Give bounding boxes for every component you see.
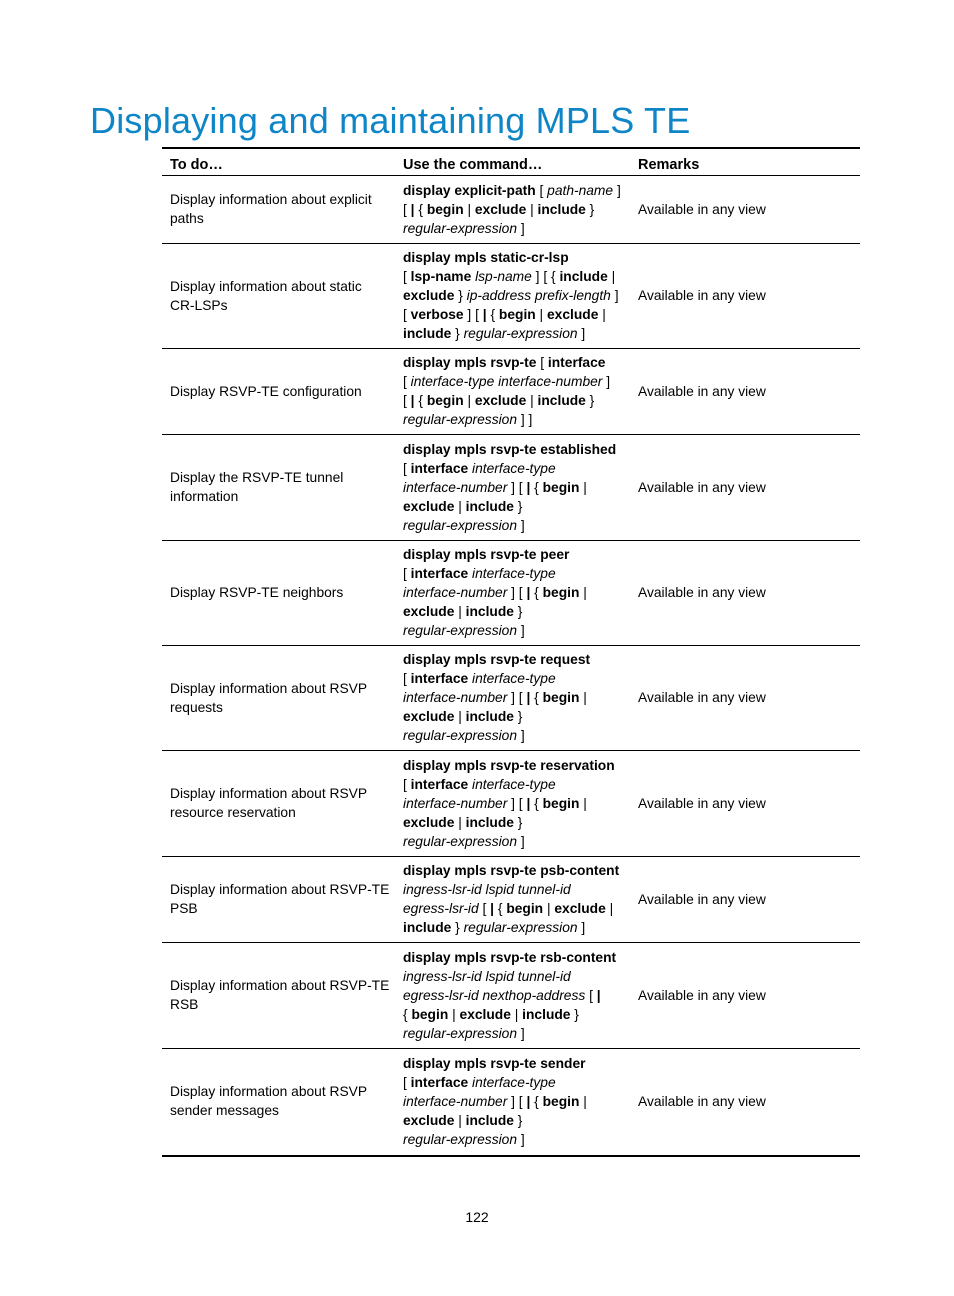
command-keyword: display mpls rsvp-te reservation: [403, 757, 615, 773]
remarks-cell: Available in any view: [630, 435, 860, 541]
todo-line: Display information about RSVP-TE: [170, 978, 390, 993]
command-argument: interface-type: [472, 566, 556, 581]
command-line: [403, 1073, 622, 1092]
remarks-cell: Available in any view: [630, 751, 860, 857]
command-syntax: [: [403, 201, 411, 217]
command-syntax: |: [463, 201, 475, 217]
command-argument: interface-number: [403, 690, 508, 705]
command-keyword: |: [526, 1093, 531, 1109]
todo-cell: [162, 751, 395, 857]
command-syntax: |: [454, 498, 466, 514]
command-syntax: ] [ {: [531, 269, 560, 284]
command-argument: regular-expression: [403, 220, 518, 236]
table-row: [162, 751, 860, 857]
table-row: [162, 244, 860, 349]
page-title: Displaying and maintaining MPLS TE: [90, 100, 691, 141]
command-keyword: |: [410, 201, 415, 217]
command-keyword: include: [465, 498, 514, 514]
command-keyword: include: [465, 814, 514, 830]
command-syntax: |: [454, 1112, 466, 1128]
command-syntax: ] [: [507, 479, 527, 495]
command-argument: regular-expression: [403, 1131, 518, 1147]
command-syntax: ] ]: [517, 412, 533, 427]
command-keyword: include: [522, 1006, 571, 1022]
command-line: [403, 459, 622, 478]
table-row: [162, 176, 860, 244]
command-keyword: interface: [410, 566, 469, 581]
command-keyword: lsp-name: [410, 269, 472, 284]
command-line: [403, 650, 622, 669]
command-syntax: |: [605, 901, 614, 916]
command-line: [403, 200, 622, 219]
command-argument: egress-lsr-id: [403, 901, 479, 916]
command-keyword: include: [465, 604, 514, 619]
command-syntax: |: [598, 307, 606, 322]
command-syntax: }: [513, 604, 523, 619]
command-keyword: include: [537, 201, 586, 217]
command-line: [403, 440, 622, 459]
command-keyword: begin: [542, 479, 580, 495]
command-argument: regular-expression: [403, 412, 518, 427]
command-keyword: |: [526, 585, 531, 600]
command-line: [403, 832, 622, 851]
command-argument: regular-expression: [403, 833, 518, 849]
command-line: [403, 286, 622, 305]
command-syntax: {: [414, 201, 427, 217]
command-syntax: ]: [602, 374, 611, 389]
command-syntax: }: [513, 1112, 523, 1128]
command-line: [403, 1130, 622, 1149]
command-syntax: {: [530, 690, 543, 705]
command-keyword: |: [410, 393, 415, 408]
command-keyword: exclude: [403, 288, 455, 303]
command-syntax: ]: [517, 220, 525, 236]
todo-line: Display information about explicit: [170, 192, 372, 207]
command-syntax: }: [454, 288, 467, 303]
command-syntax: ]: [517, 1025, 525, 1041]
command-syntax: ] [: [507, 795, 527, 811]
command-keyword: verbose: [410, 307, 464, 322]
command-line: [403, 602, 622, 621]
todo-line: Display information about RSVP: [170, 1084, 368, 1100]
command-line: [403, 669, 622, 688]
command-cell: [395, 751, 630, 857]
table-row: [162, 857, 860, 943]
command-argument: path-name: [547, 182, 614, 198]
command-argument: interface-type: [472, 460, 556, 476]
todo-line: PSB: [170, 901, 198, 916]
command-line: [403, 621, 622, 640]
command-syntax: |: [526, 201, 538, 217]
table-body: [162, 176, 860, 1156]
command-line: [403, 248, 622, 267]
command-line: [403, 861, 622, 880]
command-line: [403, 986, 622, 1005]
command-syntax: |: [579, 1093, 587, 1109]
remarks-cell: Available in any view: [638, 201, 766, 217]
command-syntax: {: [530, 795, 543, 811]
command-keyword: begin: [498, 307, 536, 322]
command-cell: [395, 646, 630, 751]
table-row: [162, 943, 860, 1049]
command-argument: lsp-name: [475, 269, 532, 284]
command-syntax: |: [579, 795, 587, 811]
command-syntax: [: [403, 374, 411, 389]
todo-cell: [162, 176, 395, 244]
command-line: [403, 1024, 622, 1043]
table-row: [162, 1049, 860, 1156]
command-syntax: |: [454, 709, 466, 724]
command-cell: [395, 1049, 630, 1156]
command-line: [403, 688, 622, 707]
command-syntax: [: [403, 1074, 411, 1090]
command-keyword: |: [490, 901, 495, 916]
command-argument: regular-expression: [403, 1025, 518, 1041]
command-keyword: interface: [410, 1074, 469, 1090]
command-line: [403, 478, 622, 497]
command-syntax: }: [585, 201, 595, 217]
todo-cell: [162, 1049, 395, 1156]
command-line: [403, 583, 622, 602]
command-argument: interface-type: [472, 1074, 556, 1090]
command-argument: interface-type: [472, 671, 556, 686]
command-syntax: }: [570, 1006, 579, 1022]
command-syntax: ]: [517, 728, 525, 743]
command-syntax: ] [: [507, 585, 527, 600]
command-syntax: ] [: [507, 1093, 527, 1109]
command-syntax: }: [451, 326, 464, 341]
command-keyword: exclude: [403, 1112, 455, 1128]
todo-line: RSB: [170, 997, 199, 1012]
command-keyword: interface: [410, 460, 469, 476]
command-argument: ingress-lsr-id lspid tunnel-id: [403, 968, 571, 984]
command-syntax: ]: [517, 623, 525, 638]
command-syntax: [: [585, 987, 597, 1003]
command-cell: [395, 349, 630, 435]
command-keyword: exclude: [546, 307, 599, 322]
todo-line: sender messages: [170, 1103, 279, 1119]
command-syntax: [: [403, 460, 411, 476]
command-keyword: include: [403, 326, 452, 341]
command-syntax: {: [414, 393, 427, 408]
command-keyword: interface: [410, 776, 469, 792]
command-line: [403, 726, 622, 745]
command-syntax: [: [403, 566, 411, 581]
command-keyword: display mpls rsvp-te request: [403, 652, 591, 667]
table-row: [162, 646, 860, 751]
remarks-cell: Available in any view: [630, 349, 860, 435]
command-line: [403, 181, 622, 200]
command-line: [403, 918, 622, 937]
command-cell: [395, 857, 630, 943]
table-row: [162, 435, 860, 541]
command-argument: interface-type interface-number: [410, 374, 603, 389]
command-keyword: exclude: [403, 498, 455, 514]
command-syntax: ]: [517, 833, 525, 849]
command-syntax: {: [530, 479, 543, 495]
command-line: [403, 707, 622, 726]
todo-line: requests: [170, 699, 223, 715]
todo-line: resource reservation: [170, 805, 296, 820]
command-line: [403, 353, 622, 372]
command-keyword: include: [537, 393, 586, 408]
command-keyword: begin: [426, 393, 464, 408]
todo-line: Display information about RSVP: [170, 786, 368, 801]
command-line: [403, 899, 622, 918]
command-keyword: display mpls rsvp-te psb-content: [403, 863, 620, 878]
command-keyword: begin: [542, 795, 580, 811]
command-syntax: |: [535, 307, 547, 322]
command-syntax: ]: [517, 517, 525, 533]
todo-line: Display information about RSVP-TE: [170, 882, 390, 897]
command-keyword: exclude: [459, 1006, 511, 1022]
command-syntax: ]: [577, 326, 586, 341]
remarks-cell: Available in any view: [630, 1049, 860, 1156]
header-command: Use the command…: [395, 148, 630, 176]
command-line: [403, 794, 622, 813]
command-line: [403, 880, 622, 899]
command-keyword: begin: [411, 1006, 449, 1022]
todo-line: Display information about RSVP: [170, 680, 368, 696]
command-keyword: display mpls static-cr-lsp: [403, 250, 569, 265]
command-syntax: [: [535, 182, 548, 198]
command-argument: ip-address prefix-length: [466, 288, 611, 303]
command-argument: interface-number: [403, 1093, 508, 1109]
command-keyword: begin: [542, 690, 580, 705]
command-line: [403, 1111, 622, 1130]
command-syntax: }: [513, 498, 523, 514]
command-keyword: include: [559, 269, 608, 284]
command-line: [403, 564, 622, 583]
command-keyword: begin: [506, 901, 544, 916]
command-keyword: |: [482, 307, 487, 322]
command-line: [403, 813, 622, 832]
command-syntax: |: [579, 585, 587, 600]
command-keyword: exclude: [474, 393, 527, 408]
command-syntax: [: [403, 393, 411, 408]
command-syntax: [: [403, 776, 411, 792]
todo-line: Display RSVP-TE neighbors: [170, 585, 344, 600]
command-syntax: }: [513, 709, 523, 724]
header-remarks: Remarks: [630, 148, 860, 176]
command-syntax: [: [403, 671, 411, 686]
command-keyword: exclude: [554, 901, 606, 916]
command-keyword: begin: [426, 201, 464, 217]
command-line: [403, 756, 622, 775]
command-keyword: include: [403, 920, 452, 935]
page-number: 122: [465, 1209, 489, 1225]
table-header-row: [162, 148, 860, 176]
command-syntax: [: [536, 355, 548, 370]
command-syntax: ]: [577, 920, 586, 935]
command-keyword: begin: [542, 1093, 580, 1109]
command-line: [403, 391, 622, 410]
command-line: [403, 410, 622, 429]
todo-cell: [162, 349, 395, 435]
command-line: [403, 324, 622, 343]
command-syntax: }: [585, 393, 595, 408]
command-keyword: |: [526, 690, 531, 705]
command-keyword: |: [526, 795, 531, 811]
command-line: [403, 1005, 622, 1024]
command-cell: [395, 176, 630, 244]
command-line: [403, 305, 622, 324]
table-row: [162, 541, 860, 646]
table-row: [162, 349, 860, 435]
command-keyword: display mpls rsvp-te sender: [403, 1055, 586, 1071]
command-keyword: include: [465, 1112, 514, 1128]
command-keyword: include: [465, 709, 514, 724]
command-argument: regular-expression: [403, 623, 518, 638]
command-line: [403, 1092, 622, 1111]
command-cell: [395, 943, 630, 1049]
command-keyword: interface: [410, 671, 469, 686]
command-syntax: [: [403, 307, 411, 322]
command-keyword: exclude: [403, 709, 455, 724]
todo-line: Display information about static: [170, 278, 362, 294]
command-syntax: [: [403, 269, 411, 284]
command-argument: regular-expression: [463, 920, 578, 935]
command-syntax: |: [463, 393, 475, 408]
command-keyword: display mpls rsvp-te established: [403, 441, 617, 457]
command-keyword: exclude: [403, 604, 455, 619]
command-keyword: |: [526, 479, 531, 495]
command-syntax: |: [510, 1006, 523, 1022]
remarks-cell: Available in any view: [630, 244, 860, 349]
todo-cell: [162, 541, 395, 646]
command-line: [403, 775, 622, 794]
command-line: [403, 497, 622, 516]
command-syntax: |: [448, 1006, 460, 1022]
command-keyword: exclude: [403, 814, 455, 830]
command-syntax: {: [486, 307, 499, 322]
command-keyword: display mpls rsvp-te peer: [403, 547, 570, 562]
command-syntax: |: [454, 604, 466, 619]
command-keyword: interface: [547, 355, 606, 370]
todo-line: paths: [170, 211, 204, 226]
command-syntax: ] [: [463, 307, 483, 322]
todo-line: CR-LSPs: [170, 297, 228, 313]
command-keyword: exclude: [474, 201, 527, 217]
command-syntax: ]: [610, 288, 619, 303]
command-syntax: |: [607, 269, 616, 284]
command-line: [403, 219, 622, 238]
remarks-cell: Available in any view: [630, 857, 860, 943]
command-argument: interface-number: [403, 795, 508, 811]
command-keyword: display mpls rsvp-te rsb-content: [403, 949, 617, 965]
todo-cell: [162, 943, 395, 1049]
command-syntax: ]: [517, 1131, 525, 1147]
command-keyword: |: [596, 987, 601, 1003]
command-syntax: |: [579, 690, 587, 705]
command-syntax: |: [454, 814, 466, 830]
command-syntax: }: [451, 920, 464, 935]
command-argument: interface-number: [403, 479, 508, 495]
command-keyword: begin: [542, 585, 580, 600]
todo-cell: [162, 435, 395, 541]
todo-line: information: [170, 489, 239, 504]
command-keyword: display mpls rsvp-te: [403, 355, 537, 370]
command-line: [403, 967, 622, 986]
command-syntax: {: [530, 1093, 543, 1109]
command-argument: ingress-lsr-id lspid tunnel-id: [403, 882, 571, 897]
remarks-cell: Available in any view: [630, 541, 860, 646]
command-syntax: ] [: [507, 690, 527, 705]
command-line: [403, 948, 622, 967]
command-argument: regular-expression: [403, 728, 518, 743]
command-line: [403, 267, 622, 286]
todo-cell: [162, 857, 395, 943]
command-argument: interface-number: [403, 585, 508, 600]
command-syntax: [: [478, 901, 491, 916]
header-todo: To do…: [162, 148, 395, 176]
command-syntax: ]: [613, 182, 621, 198]
command-syntax: |: [526, 393, 538, 408]
command-argument: interface-type: [472, 776, 556, 792]
remarks-cell: Available in any view: [630, 646, 860, 751]
remarks-cell: Available in any view: [630, 943, 860, 1049]
command-argument: regular-expression: [403, 517, 518, 533]
command-syntax: |: [579, 479, 587, 495]
todo-cell: [162, 244, 395, 349]
command-cell: [395, 244, 630, 349]
command-argument: regular-expression: [463, 326, 578, 341]
command-argument: egress-lsr-id nexthop-address: [403, 987, 586, 1003]
command-syntax: {: [403, 1006, 412, 1022]
todo-cell: [162, 646, 395, 751]
command-line: [403, 1054, 622, 1073]
command-line: [403, 372, 622, 391]
command-keyword: display explicit-path: [403, 182, 536, 198]
command-line: [403, 516, 622, 535]
todo-line: Display the RSVP-TE tunnel: [170, 470, 344, 485]
command-syntax: }: [513, 814, 523, 830]
command-cell: [395, 541, 630, 646]
command-syntax: |: [543, 901, 555, 916]
command-line: [403, 545, 622, 564]
command-syntax: {: [494, 901, 507, 916]
command-table: [162, 147, 860, 1157]
command-cell: [395, 435, 630, 541]
command-syntax: {: [530, 585, 543, 600]
todo-line: Display RSVP-TE configuration: [170, 383, 362, 399]
